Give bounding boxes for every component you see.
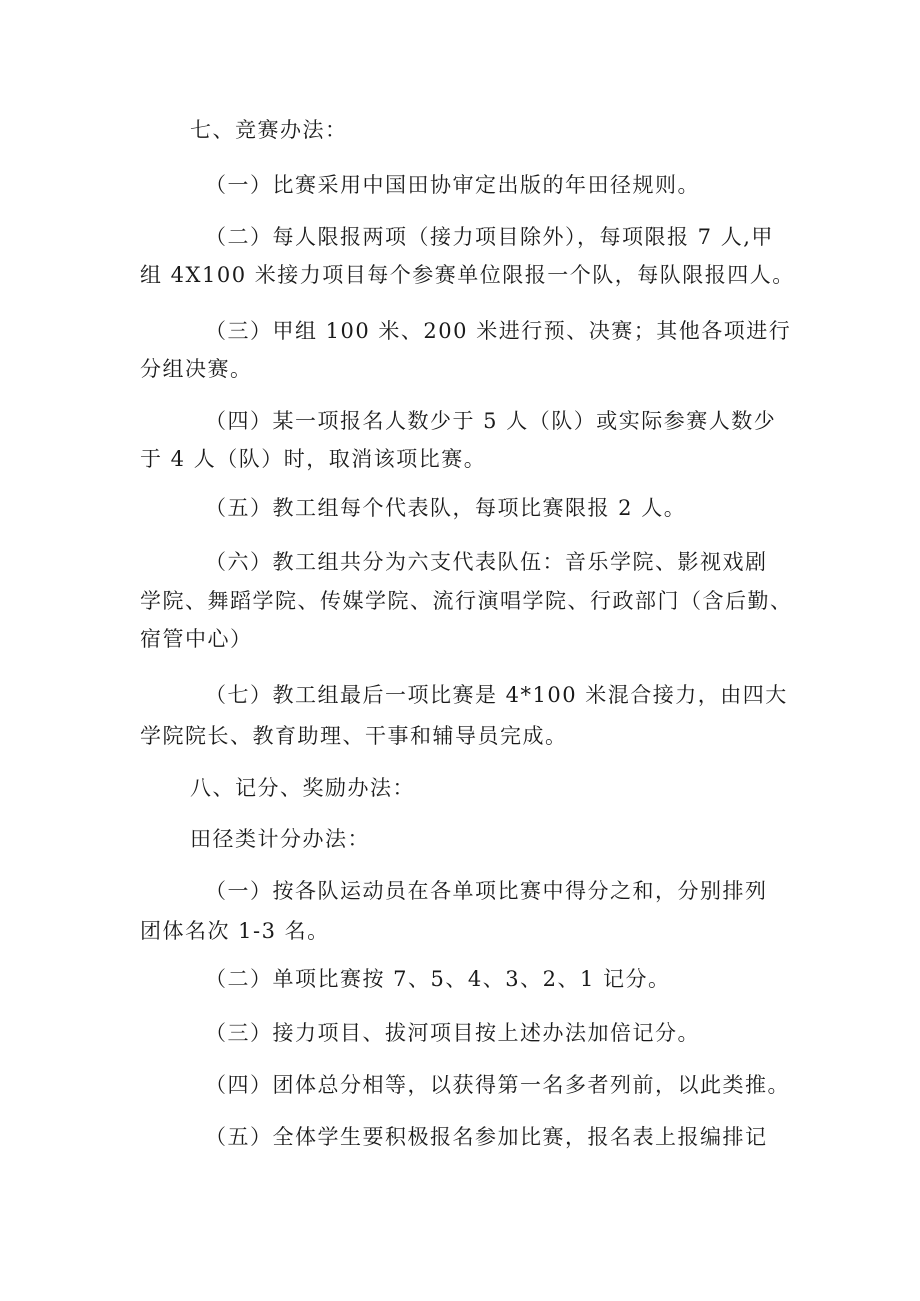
paragraph-line: 组 4X100 米接力项目每个参赛单位限报一个队，每队限报四人。 (140, 263, 795, 287)
paragraph-line: 团体名次 1-3 名。 (140, 919, 330, 943)
paragraph-line: 于 4 人（队）时，取消该项比赛。 (140, 447, 487, 471)
paragraph-line: 学院、舞蹈学院、传媒学院、流行演唱学院、行政部门（含后勤、 (140, 589, 793, 613)
section-heading-competition-rules: 七、竞赛办法： (190, 118, 348, 142)
paragraph-line: （一）按各队运动员在各单项比赛中得分之和，分别排列 (205, 879, 768, 903)
paragraph-line: （二）每人限报两项（接力项目除外），每项限报 7 人,甲 (205, 225, 774, 249)
paragraph-line: 分组决赛。 (140, 357, 253, 381)
paragraph-line: （一）比赛采用中国田协审定出版的年田径规则。 (205, 173, 700, 197)
paragraph-line: （七）教工组最后一项比赛是 4*100 米混合接力，由四大 (205, 683, 788, 707)
section-heading-scoring-rewards: 八、记分、奖励办法： (190, 776, 415, 800)
subheading-track-scoring: 田径类计分办法： (190, 827, 370, 851)
paragraph-line: （二）单项比赛按 7、5、4、3、2、1 记分。 (205, 967, 671, 991)
paragraph-line: （四）团体总分相等，以获得第一名多者列前，以此类推。 (205, 1073, 790, 1097)
paragraph-line: （三）甲组 100 米、200 米进行预、决赛；其他各项进行 (205, 319, 792, 343)
paragraph-line: 宿管中心） (140, 627, 253, 651)
paragraph-line: （五）教工组每个代表队，每项比赛限报 2 人。 (205, 496, 687, 520)
paragraph-line: 学院院长、教育助理、干事和辅导员完成。 (140, 724, 568, 748)
paragraph-line: （六）教工组共分为六支代表队伍：音乐学院、影视戏剧 (205, 550, 768, 574)
paragraph-line: （五）全体学生要积极报名参加比赛，报名表上报编排记 (205, 1125, 768, 1149)
paragraph-line: （四）某一项报名人数少于 5 人（队）或实际参赛人数少 (205, 409, 777, 433)
paragraph-line: （三）接力项目、拔河项目按上述办法加倍记分。 (205, 1021, 700, 1045)
